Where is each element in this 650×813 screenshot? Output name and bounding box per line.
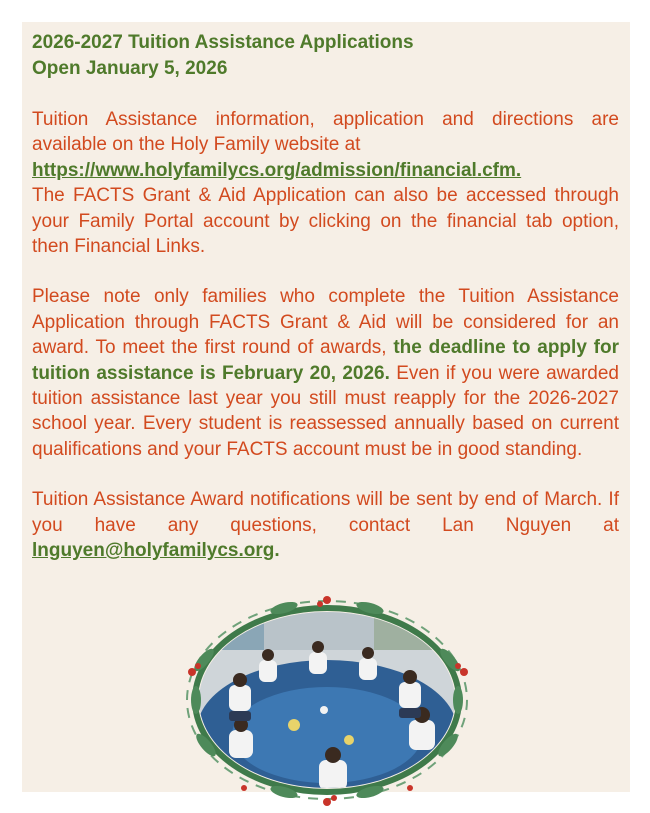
contact-email-link[interactable]: lnguyen@holyfamilycs.org [32,540,275,562]
financial-link[interactable]: https://www.holyfamilycs.org/admission/financial.cfm. [32,159,522,181]
contact-paragraph [32,487,619,563]
info-paragraph [32,107,619,259]
flyer-card [22,22,630,792]
contact-period: . [274,540,280,562]
heading-line-2: Open January 5, 2026 [32,58,228,79]
info-intro: Tuition Assistance information, application and directions are available on the Holy Family website at [32,109,619,156]
info-rest: The FACTS Grant & Aid Application can also be accessed through your Family Portal account by clicking on the financial tab option, then Financial Links. [32,185,619,258]
requirements-before: Please note only families who complete the Tuition Assistance Application through FACTS Grant & Aid will be considered for an award. To meet the first round of awards, [32,286,619,359]
deadline-text: the deadline to apply for tuition assistance is February 20, 2026. [32,337,620,384]
heading-line-1: 2026-2027 Tuition Assistance Applications [32,32,414,53]
flyer-content [32,30,619,564]
requirements-paragraph [32,284,619,462]
requirements-after: Even if you were awarded tuition assistance last year you still must reapply for the 2026-2027 school year. Every student is reassessed annually based on current qualifications and your FACTS account must be in good standing. [32,362,619,460]
students-wreath-photo [174,590,480,810]
contact-before: Tuition Assistance Award notifications will be sent by end of March. If you have any questions, contact Lan Nguyen at [32,489,619,536]
